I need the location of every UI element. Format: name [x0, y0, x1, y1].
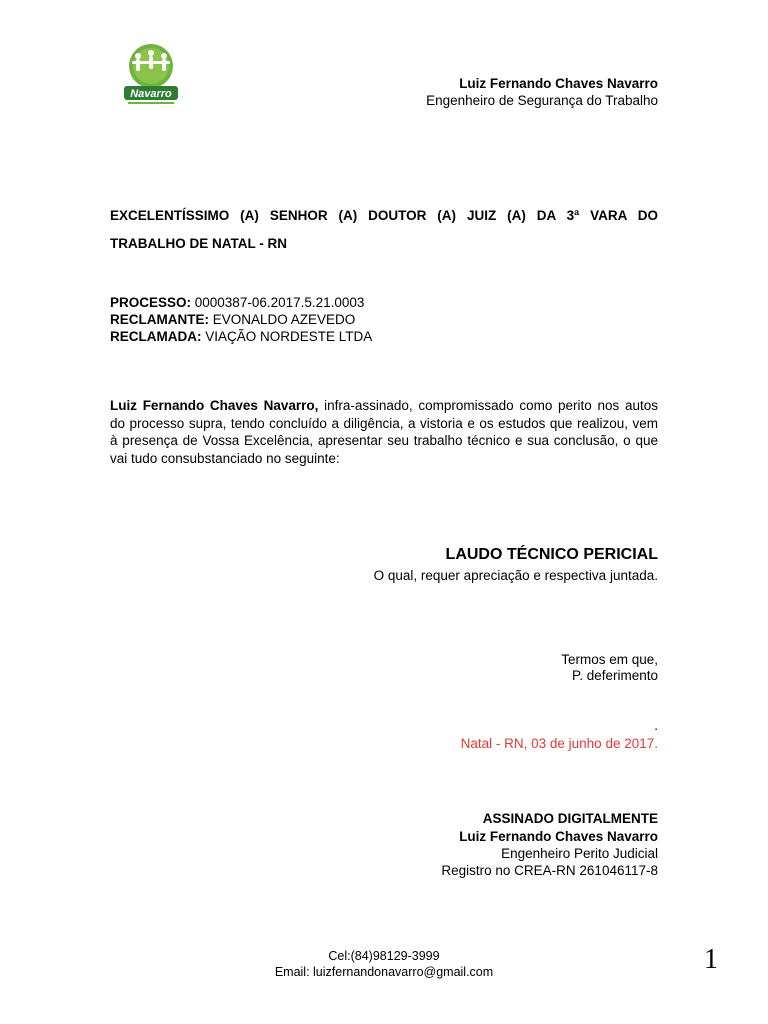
reclamante-label: RECLAMANTE: [110, 312, 209, 327]
navarro-logo [118, 42, 184, 108]
closing-line-2: P. deferimento [571, 668, 658, 683]
footer-phone: Cel:(84)98129-3999 [328, 949, 440, 963]
signature-name: Luiz Fernando Chaves Navarro [459, 829, 658, 844]
processo-value: 0000387-06.2017.5.21.0003 [191, 295, 365, 310]
page-number: 1 [704, 944, 718, 975]
closing-line-1: Termos em que, [561, 652, 658, 667]
processo-line [110, 295, 364, 310]
header-role: Engenheiro de Segurança do Trabalho [426, 93, 658, 108]
reclamante-line [110, 312, 355, 327]
header-name: Luiz Fernando Chaves Navarro [459, 76, 658, 91]
laudo-subtitle: O qual, requer apreciação e respectiva juntada. [373, 568, 658, 583]
intro-name: Luiz Fernando Chaves Navarro, [110, 398, 319, 413]
intro-paragraph [110, 397, 658, 467]
processo-label: PROCESSO: [110, 295, 192, 310]
reclamada-value: VIAÇÃO NORDESTE LTDA [201, 329, 373, 344]
signature-registry: Registro no CREA-RN 261046117-8 [441, 863, 658, 878]
reclamante-value: EVONALDO AZEVEDO [209, 312, 356, 327]
reclamada-label: RECLAMADA: [110, 329, 202, 344]
laudo-title: LAUDO TÉCNICO PERICIAL [445, 546, 658, 563]
intro-text: infra-assinado, compromissado como perito nos autos do processo supra, tendo concluído a diligência, a vistoria e os estudos que realizou, vem à presença de Vossa Excelência, apresentar seu trabalho técnico e sua conclusão, o que vai tudo consubstanciado no seguinte: [110, 398, 658, 466]
reclamada-line [110, 329, 372, 344]
signed-label: ASSINADO DIGITALMENTE [482, 811, 658, 826]
footer-email: Email: luizfernandonavarro@gmail.com [274, 965, 494, 979]
closing-dot: . [654, 718, 658, 733]
place-date: Natal - RN, 03 de junho de 2017. [460, 736, 658, 751]
signature-title: Engenheiro Perito Judicial [501, 846, 658, 861]
logo-text: Navarro [130, 88, 172, 100]
court-address: EXCELENTÍSSIMO (A) SENHOR (A) DOUTOR (A) JUIZ (A) DA 3ª VARA DO TRABALHO DE NATAL - RN [110, 208, 658, 251]
